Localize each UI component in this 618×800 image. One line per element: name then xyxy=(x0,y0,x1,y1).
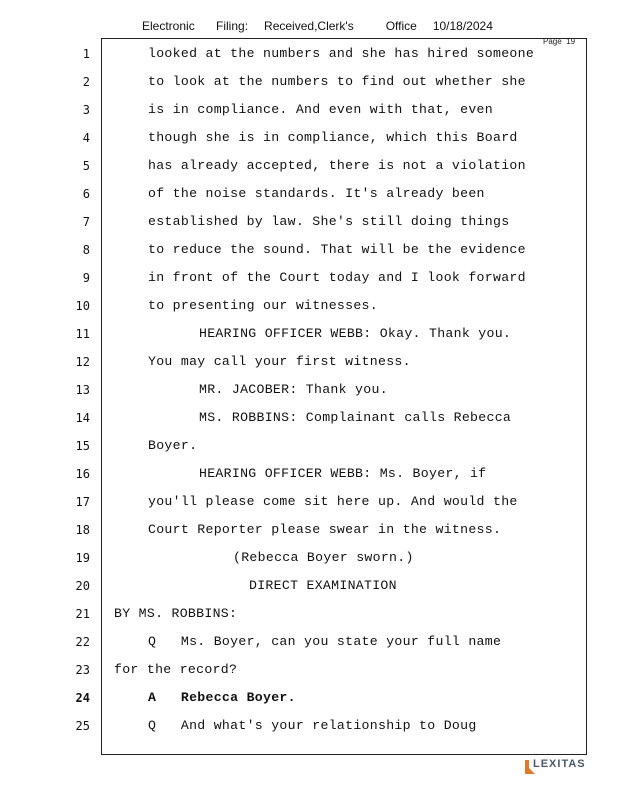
line-number: 23 xyxy=(75,663,90,677)
line-number: 13 xyxy=(75,383,90,397)
line-number: 12 xyxy=(75,355,90,369)
line-number: 10 xyxy=(75,299,90,313)
transcript-line: Boyer. xyxy=(148,438,198,453)
transcript-line: MR. JACOBER: Thank you. xyxy=(199,382,388,397)
line-number: 3 xyxy=(82,103,90,117)
lexitas-logo: LEXITAS xyxy=(533,758,586,770)
line-number: 7 xyxy=(82,215,90,229)
line-number: 5 xyxy=(82,159,90,173)
line-number: 21 xyxy=(75,607,90,621)
line-number: 2 xyxy=(82,75,90,89)
line-number: 19 xyxy=(75,551,90,565)
transcript-line: though she is in compliance, which this Board xyxy=(148,130,518,145)
question-line: Q Ms. Boyer, can you state your full name xyxy=(148,634,502,649)
transcript-line: has already accepted, there is not a violation xyxy=(148,158,526,173)
line-number: 6 xyxy=(82,187,90,201)
transcript-line: to look at the numbers to find out whether she xyxy=(148,74,526,89)
transcript-line: you'll please come sit here up. And would the xyxy=(148,494,518,509)
transcript-line: HEARING OFFICER WEBB: Ms. Boyer, if xyxy=(199,466,487,481)
transcript-line: in front of the Court today and I look forward xyxy=(148,270,526,285)
transcript-line: of the noise standards. It's already been xyxy=(148,186,485,201)
transcript-line: Court Reporter please swear in the witness. xyxy=(148,522,502,537)
line-number: 16 xyxy=(75,467,90,481)
line-number-highlighted: 24 xyxy=(75,691,90,705)
transcript-line: to reduce the sound. That will be the evidence xyxy=(148,242,526,257)
question-line: Q And what's your relationship to Doug xyxy=(148,718,477,733)
line-number: 20 xyxy=(75,579,90,593)
transcript-line: You may call your first witness. xyxy=(148,354,411,369)
transcript-line: to presenting our witnesses. xyxy=(148,298,378,313)
answer-line-highlighted: A Rebecca Boyer. xyxy=(148,690,296,705)
line-number: 11 xyxy=(75,327,90,341)
line-number: 8 xyxy=(82,243,90,257)
line-number: 1 xyxy=(82,47,90,61)
transcript-line: BY MS. ROBBINS: xyxy=(114,606,238,621)
line-number: 4 xyxy=(82,131,90,145)
transcript-line: for the record? xyxy=(114,662,238,677)
line-number: 9 xyxy=(82,271,90,285)
page-number: Page 19 xyxy=(543,37,576,46)
transcript-line: HEARING OFFICER WEBB: Okay. Thank you. xyxy=(199,326,512,341)
transcript-line: MS. ROBBINS: Complainant calls Rebecca xyxy=(199,410,512,425)
transcript-line: looked at the numbers and she has hired someone xyxy=(148,46,535,61)
line-number: 22 xyxy=(75,635,90,649)
transcript-line: established by law. She's still doing things xyxy=(148,214,510,229)
line-number: 17 xyxy=(75,495,90,509)
line-number: 18 xyxy=(75,523,90,537)
line-number: 25 xyxy=(75,719,90,733)
line-number: 15 xyxy=(75,439,90,453)
line-number: 14 xyxy=(75,411,90,425)
filing-stamp-header: Electronic Filing: Received,Clerk's Office 10/18/2024 xyxy=(142,19,493,33)
transcript-line: is in compliance. And even with that, even xyxy=(148,102,493,117)
section-heading: DIRECT EXAMINATION xyxy=(249,578,397,593)
transcript-line: (Rebecca Boyer sworn.) xyxy=(233,550,414,565)
